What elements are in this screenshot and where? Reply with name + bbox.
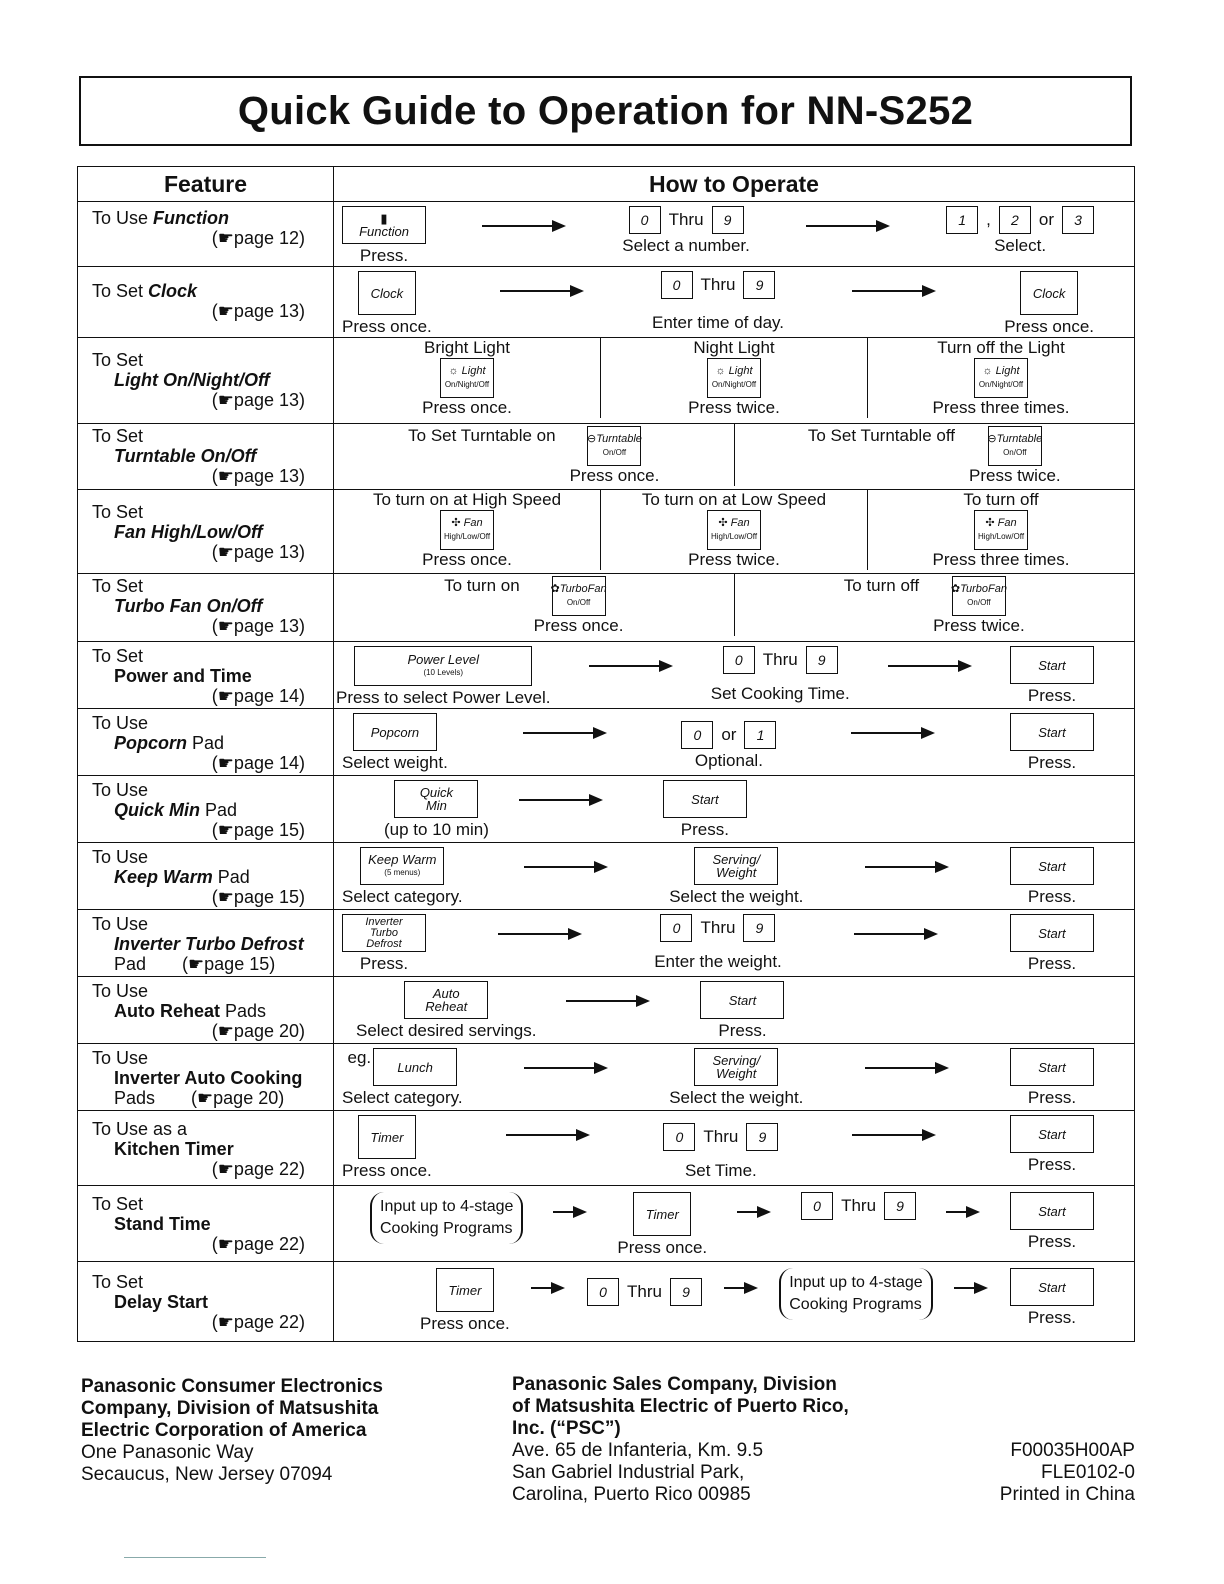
footer-left-address: Panasonic Consumer Electronics Company, Division of Matsushita Electric Corporation of America One Panasonic Way Secaucus, New Jersey 07094 bbox=[81, 1376, 383, 1485]
start-key: Start bbox=[700, 981, 784, 1019]
table-row bbox=[78, 1111, 1135, 1186]
arrow-icon bbox=[566, 995, 650, 1007]
digit-0-key: 0 bbox=[723, 646, 755, 674]
arrow-icon bbox=[865, 861, 949, 873]
start-key: Start bbox=[1010, 847, 1094, 885]
arrow-icon bbox=[500, 285, 584, 297]
quick-min-key: Quick Min bbox=[394, 780, 478, 818]
operate-autocook: eg. Lunch Select category. Serving/ Weight Select the weight. Start Press. bbox=[334, 1044, 1135, 1111]
operate-fan: To turn on at High Speed ✣ Fan High/Low/Off Press once. To turn on at Low Speed ✣ Fan High/Low/Off Press twice. To turn off ✣ Fan High/Low/Off Press three times. bbox=[334, 490, 1135, 574]
feature-defrost: To Use Inverter Turbo Defrost Pad (☛page 15) bbox=[78, 910, 334, 977]
arrow-icon bbox=[852, 285, 936, 297]
popcorn-key: Popcorn bbox=[353, 713, 437, 751]
table-row bbox=[78, 843, 1135, 910]
turntable-key: ⊖Turntable On/Off bbox=[988, 426, 1042, 466]
turbo-fan-icon: ✿TurboFan bbox=[550, 583, 607, 595]
program-bracket: Input up to 4-stage Cooking Programs bbox=[370, 1192, 523, 1244]
arrow-icon bbox=[737, 1206, 771, 1218]
lunch-key: Lunch bbox=[373, 1048, 457, 1086]
digit-9-key: 9 bbox=[670, 1278, 702, 1306]
feature-delay: To Set Delay Start (☛page 22) bbox=[78, 1262, 334, 1342]
feature-turbo: To Set Turbo Fan On/Off (☛page 13) bbox=[78, 574, 334, 642]
table-row bbox=[78, 910, 1135, 977]
feature-autocook: To Use Inverter Auto Cooking Pads (☛page 20) bbox=[78, 1044, 334, 1111]
operate-timer: Timer Press once. 0 Thru 9 Set Time. Start Press. bbox=[334, 1111, 1135, 1186]
table-row bbox=[78, 338, 1135, 424]
arrow-icon bbox=[553, 1206, 587, 1218]
bulb-icon: ☼ Light bbox=[982, 365, 1020, 377]
inverter-turbo-defrost-key: Inverter Turbo Defrost bbox=[342, 914, 426, 952]
turbo-fan-key: ✿TurboFan On/Off bbox=[952, 576, 1006, 616]
digit-0-key: 0 bbox=[801, 1192, 833, 1220]
digit-1-key: 1 bbox=[744, 721, 776, 749]
table-row bbox=[78, 1262, 1135, 1342]
start-key: Start bbox=[1010, 1268, 1094, 1306]
feature-keepwarm: To Use Keep Warm Pad (☛page 15) bbox=[78, 843, 334, 910]
arrow-icon bbox=[888, 660, 972, 672]
table-row bbox=[78, 1044, 1135, 1111]
feature-fan: To Set Fan High/Low/Off (☛page 13) bbox=[78, 490, 334, 574]
digit-0-key: 0 bbox=[681, 721, 713, 749]
table-row bbox=[78, 424, 1135, 490]
digit-9-key: 9 bbox=[712, 206, 744, 234]
turntable-icon: ⊖Turntable bbox=[587, 433, 642, 445]
power-level-key: Power Level (10 Levels) bbox=[354, 646, 532, 686]
fan-icon: ✣ Fan bbox=[451, 517, 483, 529]
arrow-icon bbox=[724, 1282, 758, 1294]
feature-function: To Use Function (☛page 12) bbox=[78, 202, 334, 267]
feature-turntable: To Set Turntable On/Off (☛page 13) bbox=[78, 424, 334, 490]
auto-reheat-key: Auto Reheat bbox=[404, 981, 488, 1019]
operate-stand: Input up to 4-stage Cooking Programs Timer Press once. 0 Thru 9 Start Press. bbox=[334, 1186, 1135, 1262]
start-key: Start bbox=[1010, 1115, 1094, 1153]
operate-turntable: To Set Turntable on ⊖Turntable On/Off Press once. To Set Turntable off ⊖Turntable On/Off Press twice. bbox=[334, 424, 1135, 490]
start-key: Start bbox=[663, 780, 747, 818]
arrow-icon bbox=[524, 861, 608, 873]
timer-key: Timer bbox=[633, 1192, 691, 1236]
arrow-icon bbox=[524, 1062, 608, 1074]
operate-popcorn: Popcorn Select weight. 0 or 1 Optional. Start Press. bbox=[334, 709, 1135, 776]
header-how: How to Operate bbox=[334, 167, 1135, 202]
digit-2-key: 2 bbox=[999, 206, 1031, 234]
feature-light: To Set Light On/Night/Off (☛page 13) bbox=[78, 338, 334, 424]
turntable-icon: ⊖Turntable bbox=[987, 433, 1043, 445]
operate-quickmin: Quick Min (up to 10 min) Start Press. bbox=[334, 776, 1135, 843]
arrow-icon bbox=[589, 660, 673, 672]
arrow-icon bbox=[865, 1062, 949, 1074]
table-row bbox=[78, 709, 1135, 776]
table-row bbox=[78, 776, 1135, 843]
operate-defrost: Inverter Turbo Defrost Press. 0 Thru 9 Enter the weight. Start Press. bbox=[334, 910, 1135, 977]
feature-power: To Set Power and Time (☛page 14) bbox=[78, 642, 334, 709]
page-title: Quick Guide to Operation for NN-S252 bbox=[237, 88, 974, 133]
operate-keepwarm: Keep Warm (5 menus) Select category. Serving/ Weight Select the weight. Start Press. bbox=[334, 843, 1135, 910]
serving-weight-key: Serving/ Weight bbox=[694, 847, 778, 885]
table-row bbox=[78, 977, 1135, 1044]
arrow-icon bbox=[523, 727, 607, 739]
digit-0-key: 0 bbox=[663, 1123, 695, 1151]
start-key: Start bbox=[1010, 914, 1094, 952]
digit-0-key: 0 bbox=[629, 206, 661, 234]
feature-reheat: To Use Auto Reheat Pads (☛page 20) bbox=[78, 977, 334, 1044]
operate-turbo: To turn on ✿TurboFan On/Off Press once. To turn off ✿TurboFan On/Off Press twice. bbox=[334, 574, 1135, 642]
feature-stand: To Set Stand Time (☛page 22) bbox=[78, 1186, 334, 1262]
bulb-icon: ☼ Light bbox=[448, 365, 486, 377]
operate-clock: Clock Press once. 0 Thru 9 Enter time of day. Clock Press once. bbox=[334, 267, 1135, 338]
arrow-icon bbox=[954, 1282, 988, 1294]
function-icon: ▮ bbox=[380, 211, 388, 226]
arrow-icon bbox=[852, 1129, 936, 1141]
digit-3-key: 3 bbox=[1062, 206, 1094, 234]
digit-9-key: 9 bbox=[746, 1123, 778, 1151]
arrow-icon bbox=[854, 928, 938, 940]
table-row bbox=[78, 202, 1135, 267]
digit-9-key: 9 bbox=[806, 646, 838, 674]
turbo-fan-icon: ✿TurboFan bbox=[950, 583, 1007, 595]
operate-reheat: Auto Reheat Select desired servings. Start Press. bbox=[334, 977, 1135, 1044]
start-key: Start bbox=[1010, 1048, 1094, 1086]
digit-0-key: 0 bbox=[660, 914, 692, 942]
table-row bbox=[78, 574, 1135, 642]
light-key: ☼ Light On/Night/Off bbox=[440, 358, 494, 398]
fan-icon: ✣ Fan bbox=[718, 517, 750, 529]
feature-timer: To Use as a Kitchen Timer (☛page 22) bbox=[78, 1111, 334, 1186]
table-row bbox=[78, 490, 1135, 574]
digit-0-key: 0 bbox=[661, 271, 693, 299]
turbo-fan-key: ✿TurboFan On/Off bbox=[552, 576, 606, 616]
light-key: ☼ Light On/Night/Off bbox=[974, 358, 1028, 398]
start-key: Start bbox=[1010, 713, 1094, 751]
feature-popcorn: To Use Popcorn Pad (☛page 14) bbox=[78, 709, 334, 776]
keep-warm-key: Keep Warm (5 menus) bbox=[360, 847, 444, 885]
feature-quickmin: To Use Quick Min Pad (☛page 15) bbox=[78, 776, 334, 843]
operate-power: Power Level (10 Levels) Press to select Power Level. 0 Thru 9 Set Cooking Time. Start Press. bbox=[334, 642, 1135, 709]
digit-9-key: 9 bbox=[743, 914, 775, 942]
arrow-icon bbox=[851, 727, 935, 739]
start-key: Start bbox=[1010, 646, 1094, 684]
function-key: ▮ Function bbox=[342, 206, 426, 244]
serving-weight-key: Serving/ Weight bbox=[694, 1048, 778, 1086]
footer-codes: F00035H00AP FLE0102-0 Printed in China bbox=[999, 1440, 1135, 1505]
operate-delay: Timer Press once. 0 Thru 9 Input up to 4-stage Cooking Programs Start Press. bbox=[334, 1262, 1135, 1342]
fan-icon: ✣ Fan bbox=[985, 517, 1017, 529]
light-key: ☼ Light On/Night/Off bbox=[707, 358, 761, 398]
turntable-key: ⊖Turntable On/Off bbox=[587, 426, 641, 466]
timer-key: Timer bbox=[358, 1115, 416, 1159]
start-key: Start bbox=[1010, 1192, 1094, 1230]
clock-key: Clock bbox=[1020, 271, 1078, 315]
feature-clock: To Set Clock (☛page 13) bbox=[78, 267, 334, 338]
arrow-icon bbox=[506, 1129, 590, 1141]
arrow-icon bbox=[806, 220, 890, 232]
digit-9-key: 9 bbox=[743, 271, 775, 299]
arrow-icon bbox=[498, 928, 582, 940]
table-row bbox=[78, 1186, 1135, 1262]
title-box bbox=[79, 76, 1132, 146]
divider bbox=[124, 1557, 266, 1558]
arrow-icon bbox=[482, 220, 566, 232]
digit-9-key: 9 bbox=[884, 1192, 916, 1220]
digit-0-key: 0 bbox=[587, 1278, 619, 1306]
header-feature: Feature bbox=[78, 167, 334, 202]
arrow-icon bbox=[531, 1282, 565, 1294]
table-row bbox=[78, 267, 1135, 338]
digit-1-key: 1 bbox=[946, 206, 978, 234]
fan-key: ✣ Fan High/Low/Off bbox=[974, 510, 1028, 550]
operate-light: Bright Light ☼ Light On/Night/Off Press once. Night Light ☼ Light On/Night/Off Press twice. Turn off the Light ☼ Light On/Night/Off Press three times. bbox=[334, 338, 1135, 424]
operation-table bbox=[77, 166, 1135, 1342]
arrow-icon bbox=[946, 1206, 980, 1218]
program-bracket: Input up to 4-stage Cooking Programs bbox=[779, 1268, 932, 1320]
timer-key: Timer bbox=[436, 1268, 494, 1312]
operate-function: ▮ Function Press. 0 Thru 9 Select a number. 1 , 2 or 3 Select. bbox=[334, 202, 1135, 267]
table-row bbox=[78, 642, 1135, 709]
bulb-icon: ☼ Light bbox=[715, 365, 753, 377]
table-header bbox=[78, 167, 1135, 202]
fan-key: ✣ Fan High/Low/Off bbox=[440, 510, 494, 550]
footer-mid-address: Panasonic Sales Company, Division of Matsushita Electric of Puerto Rico, Inc. (“PSC”) Ave. 65 de Infanteria, Km. 9.5 San Gabriel Industrial Park, Carolina, Puerto Rico 00985 bbox=[512, 1374, 849, 1505]
clock-key: Clock bbox=[358, 271, 416, 315]
arrow-icon bbox=[519, 794, 603, 806]
fan-key: ✣ Fan High/Low/Off bbox=[707, 510, 761, 550]
